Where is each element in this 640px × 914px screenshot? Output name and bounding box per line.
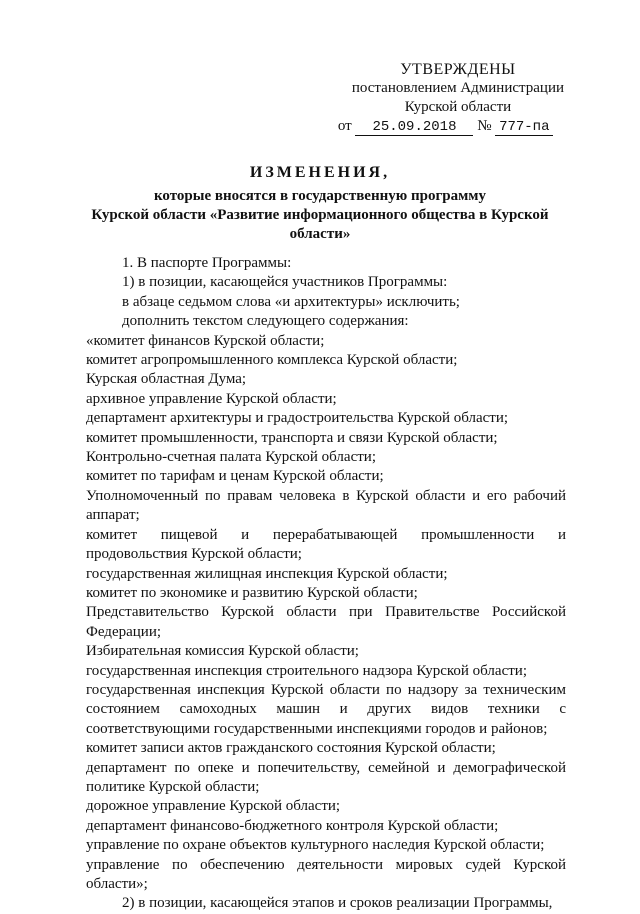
list-item: комитет записи актов гражданского состояния Курской области; [86,740,496,757]
paragraph-3: в абзаце седьмом слова «и архитектуры» исключить; [122,293,460,310]
closing-paragraph: 2) в позиции, касающейся этапов и сроков реализации Программы, [122,895,553,912]
list-item: Избирательная комиссия Курской области; [86,643,359,660]
list-item: комитет по тарифам и ценам Курской области; [86,468,384,485]
approval-title: УТВЕРЖДЕНЫ [400,61,516,78]
approval-date: 25.09.2018 [355,119,473,136]
list-item: Контрольно-счетная палата Курской области; [86,449,376,466]
document-heading [80,163,560,244]
document-body [86,254,566,914]
heading-line-2: Курской области «Развитие информационного общества в Курской области» [91,207,549,242]
list-item: «комитет финансов Курской области; [86,332,325,349]
paragraph-4: дополнить текстом следующего содержания: [122,313,409,330]
list-item: дорожное управление Курской области; [86,798,341,815]
list-item: управление по охране объектов культурного наследия Курской области; [86,837,545,854]
list-item: Уполномоченный по правам человека в Курской области и его рабочий аппарат; [86,487,566,524]
list-item: комитет промышленности, транспорта и связи Курской области; [86,429,498,446]
list-item: департамент архитектуры и градостроительства Курской области; [86,410,509,427]
list-item: государственная инспекция Курской области по надзору за техническим состоянием самоходных машин и других видов техники с соответствующими государственными инспекциями городов и районов; [86,681,566,737]
list-item: архивное управление Курской области; [86,390,337,407]
approval-line-1: постановлением Администрации [351,80,564,96]
heading-main: ИЗМЕНЕНИЯ, [249,164,391,181]
list-item: государственная инспекция строительного надзора Курской области; [86,662,527,679]
list-item: департамент финансово-бюджетного контроля Курской области; [86,817,499,834]
number-prefix: № [477,118,492,134]
list-item: департамент по опеке и попечительству, семейной и демографической политике Курской области; [86,759,566,795]
approval-stamp [337,60,564,136]
paragraph-1: 1. В паспорте Программы: [122,255,292,271]
date-prefix: от [337,118,352,134]
approval-line-2: Курской области [404,99,512,115]
list-item: государственная жилищная инспекция Курской области; [86,565,448,582]
list-item: комитет по экономике и развитию Курской области; [86,584,418,601]
list-item: комитет пищевой и перерабатывающей промышленности и продовольствия Курской области; [86,526,566,563]
list-item: Представительство Курской области при Правительстве Российской Федерации; [86,604,566,640]
paragraph-2: 1) в позиции, касающейся участников Программы: [122,274,448,291]
heading-line-1: которые вносятся в государственную программу [153,188,487,204]
approval-number: 777-па [495,119,553,136]
list-item: управление по обеспечению деятельности мировых судей Курской области»; [86,856,566,892]
list-item: Курская областная Дума; [86,371,247,388]
list-item: комитет агропромышленного комплекса Курской области; [86,352,458,369]
approval-date-line [338,117,564,136]
